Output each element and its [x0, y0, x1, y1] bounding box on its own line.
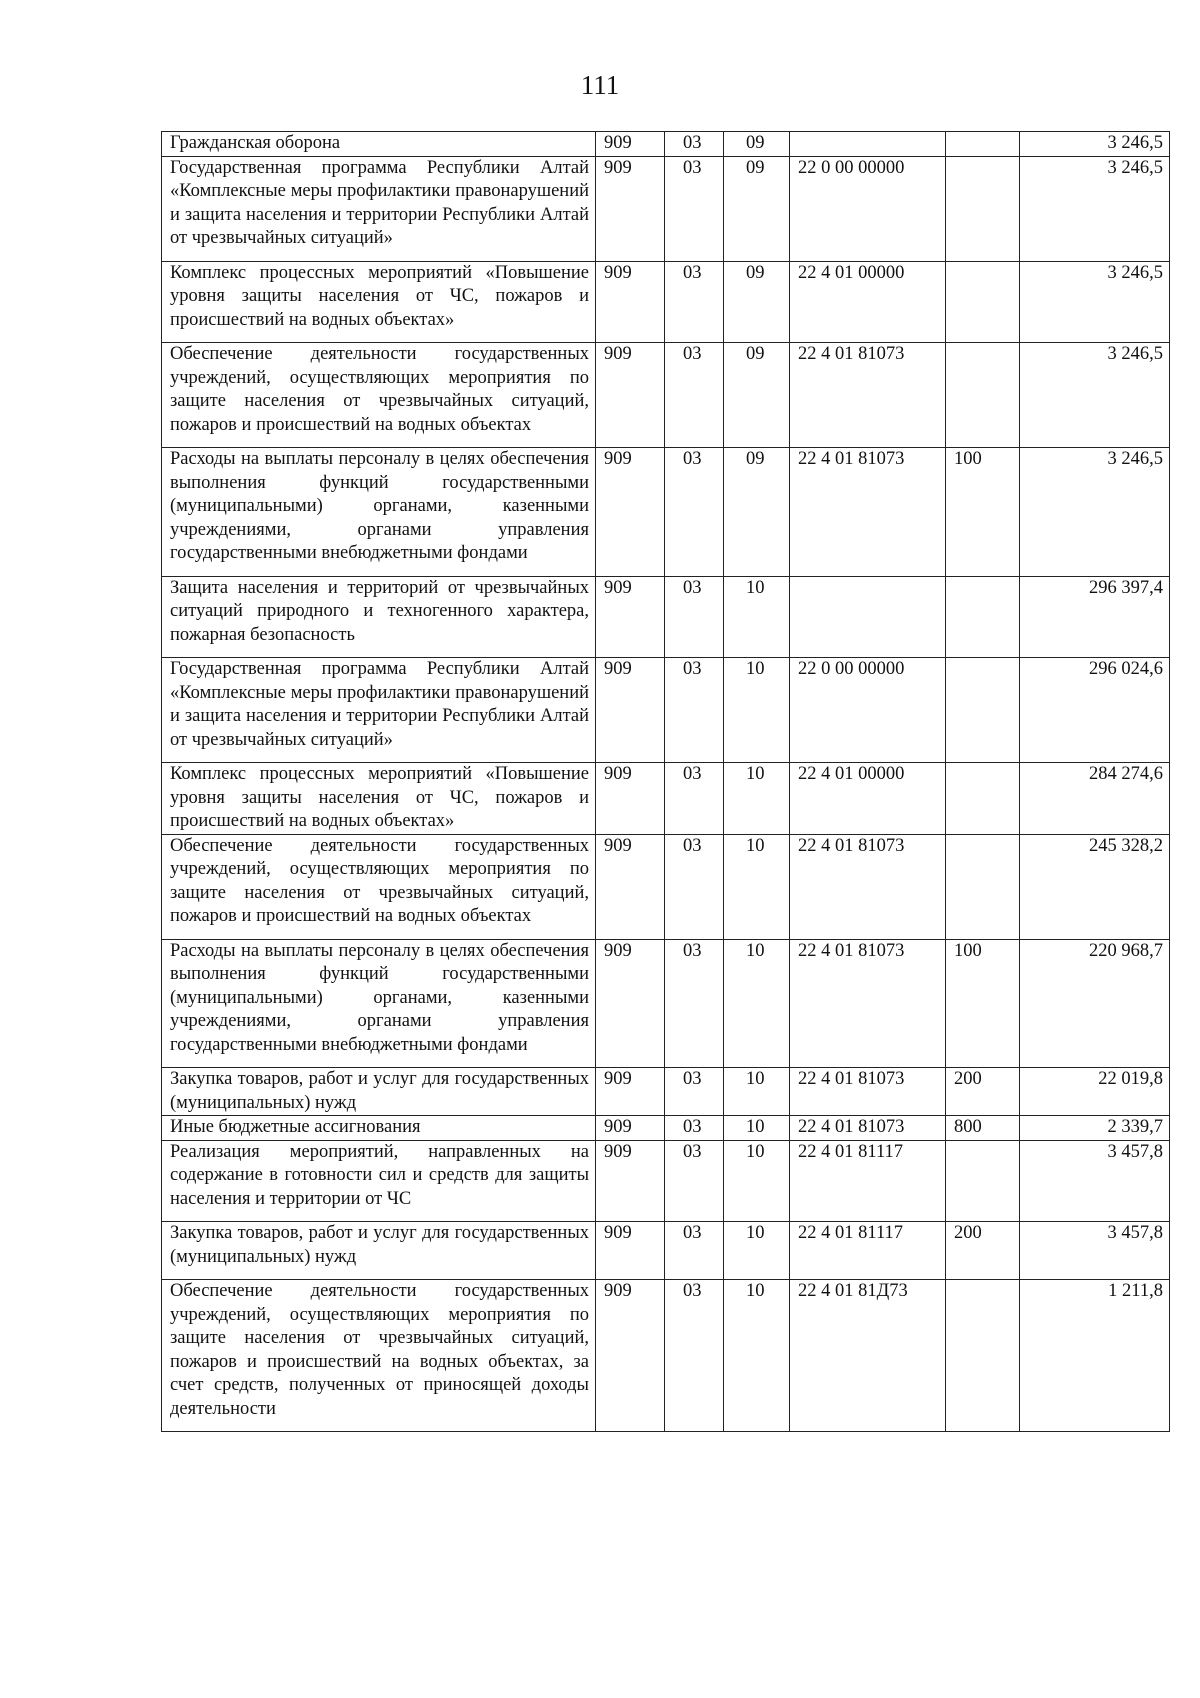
- row-amount: 2 339,7: [1020, 1116, 1170, 1141]
- row-subsection-code: 10: [724, 1140, 790, 1222]
- row-expense-kind: 100: [946, 448, 1020, 577]
- row-subsection-code: 09: [724, 261, 790, 343]
- row-target-article: 22 0 00 00000: [790, 658, 946, 763]
- row-expense-kind: [946, 658, 1020, 763]
- row-ministry-code: 909: [596, 939, 665, 1068]
- row-section-code: 03: [665, 1140, 724, 1222]
- row-amount: 22 019,8: [1020, 1068, 1170, 1116]
- row-target-article: 22 4 01 81117: [790, 1140, 946, 1222]
- row-section-code: 03: [665, 156, 724, 261]
- row-name: Государственная программа Республики Алтай «Комплексные меры профилактики правонарушений и защита населения и территории Республики Алтай от чрезвычайных ситуаций»: [162, 658, 596, 763]
- row-section-code: 03: [665, 576, 724, 658]
- table-row: [162, 1068, 1170, 1116]
- row-section-code: 03: [665, 343, 724, 448]
- row-subsection-code: 09: [724, 343, 790, 448]
- row-amount: 3 457,8: [1020, 1140, 1170, 1222]
- table-row: [162, 1140, 1170, 1222]
- row-subsection-code: 10: [724, 834, 790, 939]
- row-ministry-code: 909: [596, 261, 665, 343]
- row-amount: 296 397,4: [1020, 576, 1170, 658]
- row-amount: 3 246,5: [1020, 132, 1170, 157]
- table-row: [162, 939, 1170, 1068]
- row-expense-kind: [946, 834, 1020, 939]
- row-amount: 220 968,7: [1020, 939, 1170, 1068]
- row-section-code: 03: [665, 939, 724, 1068]
- row-target-article: 22 4 01 81073: [790, 834, 946, 939]
- table-row: [162, 1222, 1170, 1280]
- table-row: [162, 156, 1170, 261]
- table-row: [162, 1116, 1170, 1141]
- row-subsection-code: 09: [724, 156, 790, 261]
- row-subsection-code: 10: [724, 763, 790, 835]
- row-target-article: 22 4 01 81073: [790, 343, 946, 448]
- row-ministry-code: 909: [596, 448, 665, 577]
- row-subsection-code: 09: [724, 132, 790, 157]
- row-amount: 245 328,2: [1020, 834, 1170, 939]
- row-target-article: 22 4 01 81117: [790, 1222, 946, 1280]
- row-ministry-code: 909: [596, 1068, 665, 1116]
- row-expense-kind: [946, 1280, 1020, 1432]
- row-subsection-code: 10: [724, 1280, 790, 1432]
- row-expense-kind: [946, 576, 1020, 658]
- row-expense-kind: [946, 132, 1020, 157]
- row-section-code: 03: [665, 448, 724, 577]
- row-section-code: 03: [665, 1222, 724, 1280]
- row-target-article: 22 0 00 00000: [790, 156, 946, 261]
- table-row: [162, 1280, 1170, 1432]
- row-section-code: 03: [665, 658, 724, 763]
- row-target-article: 22 4 01 81073: [790, 1068, 946, 1116]
- table-row: [162, 576, 1170, 658]
- table-row: [162, 448, 1170, 577]
- row-subsection-code: 10: [724, 1222, 790, 1280]
- row-amount: 3 246,5: [1020, 156, 1170, 261]
- row-section-code: 03: [665, 1116, 724, 1141]
- row-subsection-code: 09: [724, 448, 790, 577]
- table-row: [162, 763, 1170, 835]
- row-name: Иные бюджетные ассигнования: [162, 1116, 596, 1141]
- row-amount: 3 246,5: [1020, 343, 1170, 448]
- table-row: [162, 658, 1170, 763]
- row-expense-kind: 100: [946, 939, 1020, 1068]
- row-target-article: [790, 132, 946, 157]
- row-name: Расходы на выплаты персоналу в целях обеспечения выполнения функций государственными (муниципальными) органами, казенными учреждениями, органами управления государственными внебюджетными фондами: [162, 448, 596, 577]
- row-subsection-code: 10: [724, 939, 790, 1068]
- row-subsection-code: 10: [724, 1116, 790, 1141]
- row-target-article: 22 4 01 00000: [790, 261, 946, 343]
- row-amount: 284 274,6: [1020, 763, 1170, 835]
- row-ministry-code: 909: [596, 1222, 665, 1280]
- row-expense-kind: 200: [946, 1068, 1020, 1116]
- row-ministry-code: 909: [596, 1140, 665, 1222]
- row-subsection-code: 10: [724, 658, 790, 763]
- row-section-code: 03: [665, 1068, 724, 1116]
- row-amount: 3 457,8: [1020, 1222, 1170, 1280]
- row-ministry-code: 909: [596, 658, 665, 763]
- table-row: [162, 834, 1170, 939]
- row-ministry-code: 909: [596, 1116, 665, 1141]
- row-amount: 296 024,6: [1020, 658, 1170, 763]
- row-expense-kind: [946, 261, 1020, 343]
- row-ministry-code: 909: [596, 834, 665, 939]
- row-name: Комплекс процессных мероприятий «Повышение уровня защиты населения от ЧС, пожаров и происшествий на водных объектах»: [162, 763, 596, 835]
- table-row: [162, 132, 1170, 157]
- row-expense-kind: 200: [946, 1222, 1020, 1280]
- row-name: Реализация мероприятий, направленных на содержание в готовности сил и средств для защиты населения и территории от ЧС: [162, 1140, 596, 1222]
- row-amount: 3 246,5: [1020, 448, 1170, 577]
- row-target-article: 22 4 01 81073: [790, 448, 946, 577]
- row-name: Гражданская оборона: [162, 132, 596, 157]
- row-name: Расходы на выплаты персоналу в целях обеспечения выполнения функций государственными (муниципальными) органами, казенными учреждениями, органами управления государственными внебюджетными фондами: [162, 939, 596, 1068]
- row-target-article: [790, 576, 946, 658]
- row-name: Обеспечение деятельности государственных учреждений, осуществляющих мероприятия по защите населения от чрезвычайных ситуаций, пожаров и происшествий на водных объектах: [162, 343, 596, 448]
- row-name: Закупка товаров, работ и услуг для государственных (муниципальных) нужд: [162, 1222, 596, 1280]
- budget-table: [161, 131, 1170, 1432]
- row-name: Комплекс процессных мероприятий «Повышение уровня защиты населения от ЧС, пожаров и происшествий на водных объектах»: [162, 261, 596, 343]
- row-ministry-code: 909: [596, 1280, 665, 1432]
- row-name: Обеспечение деятельности государственных учреждений, осуществляющих мероприятия по защите населения от чрезвычайных ситуаций, пожаров и происшествий на водных объектах, за счет средств, полученных от приносящей доходы деятельности: [162, 1280, 596, 1432]
- row-section-code: 03: [665, 261, 724, 343]
- row-section-code: 03: [665, 763, 724, 835]
- row-name: Защита населения и территорий от чрезвычайных ситуаций природного и техногенного характера, пожарная безопасность: [162, 576, 596, 658]
- row-ministry-code: 909: [596, 156, 665, 261]
- row-subsection-code: 10: [724, 1068, 790, 1116]
- budget-table-body: [162, 132, 1170, 1432]
- row-expense-kind: 800: [946, 1116, 1020, 1141]
- table-row: [162, 261, 1170, 343]
- row-ministry-code: 909: [596, 343, 665, 448]
- row-target-article: 22 4 01 81Д73: [790, 1280, 946, 1432]
- row-name: Закупка товаров, работ и услуг для государственных (муниципальных) нужд: [162, 1068, 596, 1116]
- row-ministry-code: 909: [596, 132, 665, 157]
- row-target-article: 22 4 01 00000: [790, 763, 946, 835]
- row-expense-kind: [946, 763, 1020, 835]
- row-amount: 3 246,5: [1020, 261, 1170, 343]
- row-ministry-code: 909: [596, 763, 665, 835]
- row-amount: 1 211,8: [1020, 1280, 1170, 1432]
- row-expense-kind: [946, 343, 1020, 448]
- row-name: Обеспечение деятельности государственных учреждений, осуществляющих мероприятия по защите населения от чрезвычайных ситуаций, пожаров и происшествий на водных объектах: [162, 834, 596, 939]
- row-target-article: 22 4 01 81073: [790, 1116, 946, 1141]
- row-section-code: 03: [665, 834, 724, 939]
- row-expense-kind: [946, 156, 1020, 261]
- row-subsection-code: 10: [724, 576, 790, 658]
- table-row: [162, 343, 1170, 448]
- row-ministry-code: 909: [596, 576, 665, 658]
- page-number: 111: [580, 70, 620, 100]
- row-expense-kind: [946, 1140, 1020, 1222]
- row-section-code: 03: [665, 132, 724, 157]
- row-name: Государственная программа Республики Алтай «Комплексные меры профилактики правонарушений и защита населения и территории Республики Алтай от чрезвычайных ситуаций»: [162, 156, 596, 261]
- row-target-article: 22 4 01 81073: [790, 939, 946, 1068]
- row-section-code: 03: [665, 1280, 724, 1432]
